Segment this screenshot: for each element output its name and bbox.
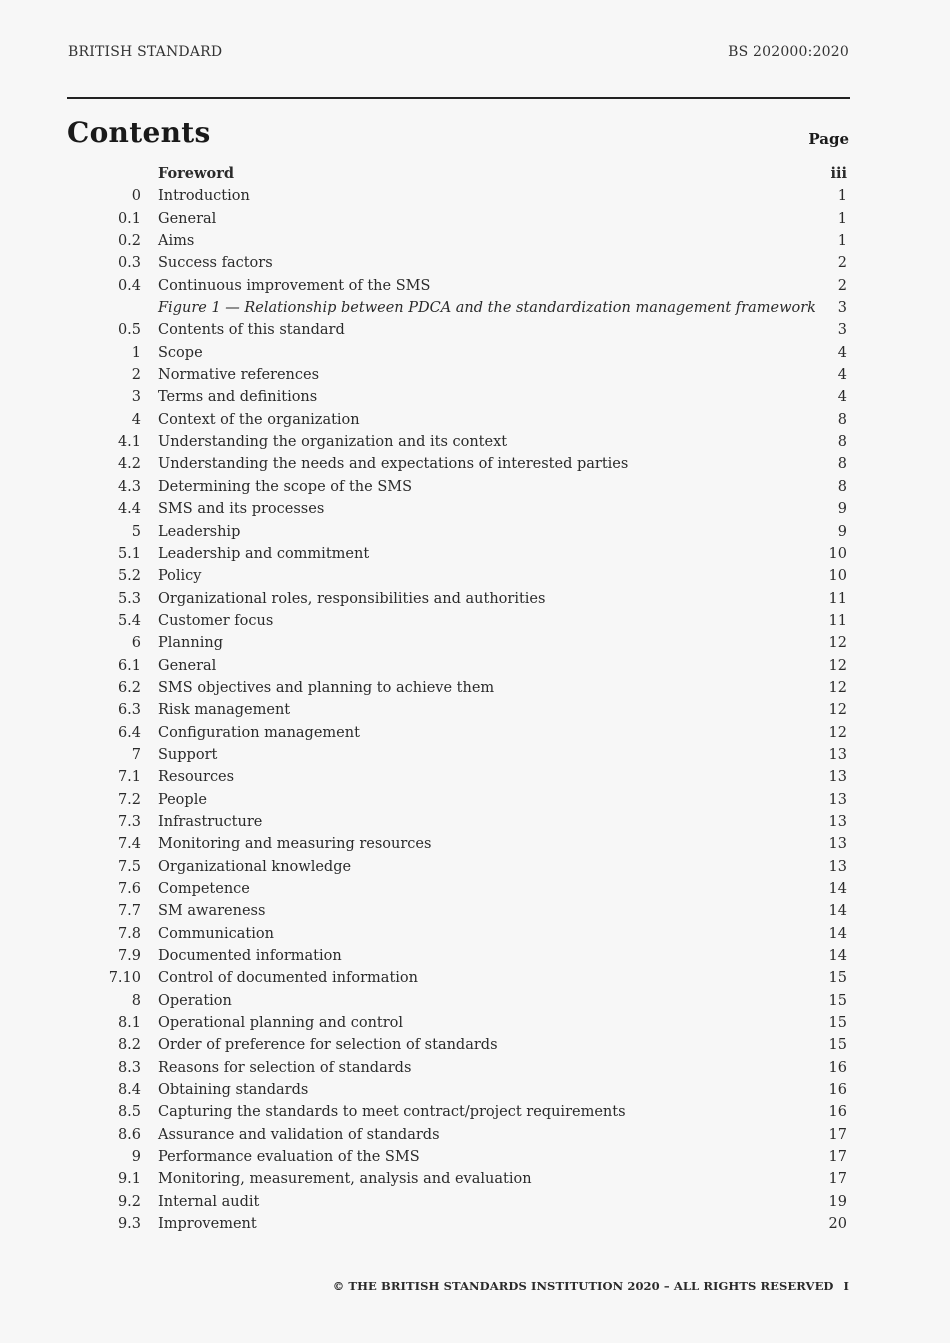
toc-entry-number: 7.3 [117, 813, 141, 830]
toc-entry-page: 4 [837, 367, 847, 384]
toc-entry-page: 16 [828, 1104, 847, 1121]
toc-entry-number: 0 [131, 188, 141, 205]
page-column-heading: Page [808, 130, 849, 148]
toc-entry-page: 1 [837, 188, 847, 205]
toc-entry-page: 17 [828, 1126, 847, 1143]
contents-heading: Contents [67, 116, 211, 149]
toc-entry-title: Understanding the needs and expectations of interested parties [158, 456, 629, 473]
toc-entry-title: Operation [158, 992, 232, 1009]
toc-entry[interactable] [0, 946, 950, 968]
toc-entry-number: 0.5 [117, 322, 141, 339]
toc-entry-number: 8.5 [117, 1104, 141, 1121]
toc-entry-number: 5.3 [117, 590, 141, 607]
toc-entry-page: 10 [828, 545, 847, 562]
toc-entry-page: 8 [837, 478, 847, 495]
toc-entry-number: 5 [131, 523, 141, 540]
toc-entry[interactable] [0, 522, 950, 544]
toc-entry-page: 4 [837, 344, 847, 361]
toc-entry-number: 8.2 [117, 1037, 141, 1054]
toc-entry-number: 4.3 [117, 478, 141, 495]
header-standard-number: BS 202000:2020 [728, 44, 849, 60]
toc-entry[interactable] [0, 633, 950, 655]
toc-entry-title: Understanding the organization and its context [158, 434, 508, 451]
toc-entry[interactable] [0, 700, 950, 722]
toc-entry-title: Aims [158, 233, 195, 250]
toc-entry-page: 8 [837, 411, 847, 428]
toc-entry-number: 4.2 [117, 456, 141, 473]
toc-entry-page: 14 [828, 903, 847, 920]
toc-entry[interactable] [0, 924, 950, 946]
toc-entry[interactable] [0, 477, 950, 499]
toc-entry-number: 7 [131, 746, 141, 763]
toc-entry-page: 2 [837, 255, 847, 272]
toc-entry-number: 8.1 [117, 1015, 141, 1032]
toc-entry[interactable] [0, 901, 950, 923]
header-standard-type: BRITISH STANDARD [68, 44, 223, 60]
toc-entry-number: 8.6 [117, 1126, 141, 1143]
toc-entry-title: Figure 1 — Relationship between PDCA and the standardization management framework [158, 300, 816, 317]
toc-entry-title: Competence [158, 881, 250, 897]
toc-entry-number: 7.7 [117, 903, 141, 920]
toc-entry-page: 10 [828, 568, 847, 585]
toc-entry[interactable] [0, 745, 950, 767]
toc-entry-page: 11 [828, 590, 847, 607]
toc-entry-page: 20 [828, 1216, 847, 1233]
toc-entry[interactable] [0, 387, 950, 409]
toc-entry-number: 0.3 [117, 255, 141, 272]
toc-entry[interactable] [0, 656, 950, 678]
toc-entry-page: 14 [828, 925, 847, 942]
toc-entry-title: Success factors [158, 255, 273, 272]
toc-entry-page: 9 [837, 501, 847, 518]
toc-entry[interactable] [0, 298, 950, 320]
toc-entry-number: 0.4 [117, 277, 141, 294]
toc-entry-title: People [158, 791, 207, 808]
toc-entry-title: Customer focus [158, 612, 274, 629]
toc-entry-number: 0.2 [117, 233, 141, 250]
toc-entry[interactable] [0, 343, 950, 365]
toc-entry-title: Terms and definitions [158, 389, 318, 406]
toc-entry[interactable] [0, 320, 950, 342]
toc-entry-page: iii [830, 165, 847, 182]
toc-entry[interactable] [0, 1192, 950, 1214]
toc-entry-title: Normative references [158, 367, 320, 384]
toc-entry-title: Resources [158, 769, 235, 786]
toc-entry-title: General [158, 210, 217, 227]
toc-entry-number: 6.2 [117, 679, 141, 696]
toc-entry-title: Communication [158, 925, 274, 942]
toc-entry[interactable] [0, 991, 950, 1013]
toc-entry-title: Documented information [158, 948, 342, 965]
toc-entry-number: 3 [131, 389, 141, 406]
toc-entry[interactable] [0, 544, 950, 566]
toc-entry-number: 4.4 [117, 501, 141, 518]
toc-entry-page: 12 [828, 679, 847, 696]
toc-entry[interactable] [0, 432, 950, 454]
toc-entry[interactable] [0, 678, 950, 700]
toc-entry-title: Operational planning and control [158, 1015, 404, 1032]
toc-entry-page: 17 [828, 1149, 847, 1166]
toc-entry-page: 3 [837, 300, 847, 317]
toc-entry-page: 13 [828, 836, 847, 853]
toc-entry-number: 7.5 [117, 858, 141, 875]
toc-entry-number: 6.4 [117, 724, 141, 741]
toc-entry-page: 13 [828, 813, 847, 830]
toc-entry-number: 7.8 [117, 925, 141, 942]
toc-entry[interactable] [0, 1080, 950, 1102]
toc-entry-number: 2 [131, 367, 141, 384]
toc-entry[interactable] [0, 186, 950, 208]
toc-entry[interactable] [0, 879, 950, 901]
toc-entry-title: Control of documented information [158, 970, 418, 987]
toc-entry-page: 11 [828, 612, 847, 629]
toc-entry-title: Monitoring and measuring resources [158, 836, 432, 853]
toc-entry-title: Improvement [158, 1216, 257, 1233]
toc-entry-number: 9 [131, 1149, 141, 1166]
toc-entry-number: 8 [131, 992, 141, 1009]
toc-entry[interactable] [0, 1035, 950, 1057]
toc-entry-page: 13 [828, 769, 847, 786]
toc-entry-page: 13 [828, 746, 847, 763]
toc-entry-number: 8.4 [117, 1082, 141, 1099]
toc-entry[interactable] [0, 1214, 950, 1236]
toc-entry[interactable] [0, 365, 950, 387]
toc-entry-title: Introduction [158, 188, 250, 205]
toc-entry-title: Scope [158, 344, 203, 361]
toc-entry-page: 15 [828, 992, 847, 1009]
toc-entry-number: 7.1 [117, 769, 141, 786]
toc-entry-number: 4.1 [117, 434, 141, 451]
toc-entry-number: 6 [131, 635, 141, 652]
footer-copyright: © THE BRITISH STANDARDS INSTITUTION 2020 – ALL RIGHTS RESERVED [332, 1279, 834, 1293]
toc-entry-number: 5.4 [117, 612, 141, 629]
toc-entry[interactable] [0, 1125, 950, 1147]
toc-entry[interactable] [0, 566, 950, 588]
toc-entry-page: 8 [837, 456, 847, 473]
toc-entry[interactable] [0, 611, 950, 633]
toc-entry-title: SMS objectives and planning to achieve them [158, 679, 495, 696]
toc-entry[interactable] [0, 589, 950, 611]
toc-entry-page: 3 [837, 322, 847, 339]
toc-entry[interactable] [0, 1102, 950, 1124]
toc-entry-number: 7.10 [108, 970, 141, 987]
toc-entry-title: General [158, 657, 217, 674]
toc-entry-page: 15 [828, 970, 847, 987]
toc-entry-title: Obtaining standards [158, 1082, 309, 1099]
toc-entry[interactable] [0, 834, 950, 856]
toc-entry-number: 4 [131, 411, 141, 428]
toc-entry-number: 6.1 [117, 657, 141, 674]
toc-entry-number: 7.6 [117, 881, 141, 897]
toc-entry[interactable] [0, 857, 950, 879]
toc-entry-title: Configuration management [158, 724, 360, 741]
toc-entry-title: Capturing the standards to meet contract/project requirements [158, 1104, 626, 1121]
toc-entry[interactable] [0, 253, 950, 275]
toc-entry[interactable] [0, 767, 950, 789]
toc-entry-page: 4 [837, 389, 847, 406]
toc-entry-number: 7.9 [117, 948, 141, 965]
toc-entry-title: Support [158, 746, 218, 763]
toc-entry[interactable] [0, 968, 950, 990]
toc-entry-title: Contents of this standard [158, 322, 345, 339]
toc-entry-title: Continuous improvement of the SMS [158, 277, 431, 294]
toc-entry-page: 12 [828, 724, 847, 741]
toc-entry-page: 9 [837, 523, 847, 540]
page-footer [333, 1279, 849, 1293]
toc-entry-number: 0.1 [117, 210, 141, 227]
toc-entry[interactable] [0, 276, 950, 298]
toc-entry-page: 16 [828, 1059, 847, 1076]
toc-entry[interactable] [0, 790, 950, 812]
toc-entry-title: Foreword [158, 165, 234, 182]
toc-entry-number: 9.1 [117, 1171, 141, 1188]
toc-entry-number: 7.2 [117, 791, 141, 808]
toc-entry[interactable] [0, 1013, 950, 1035]
toc-entry-number: 8.3 [117, 1059, 141, 1076]
toc-entry-page: 16 [828, 1082, 847, 1099]
toc-entry-title: Organizational knowledge [158, 858, 352, 875]
toc-entry-page: 17 [828, 1171, 847, 1188]
toc-entry-page: 15 [828, 1037, 847, 1054]
toc-entry-title: SMS and its processes [158, 501, 325, 518]
toc-entry[interactable] [0, 812, 950, 834]
toc-entry-title: Leadership [158, 523, 241, 540]
toc-entry-page: 12 [828, 635, 847, 652]
toc-entry-number: 5.2 [117, 568, 141, 585]
toc-entry[interactable] [0, 1147, 950, 1169]
toc-entry-number: 6.3 [117, 702, 141, 719]
toc-entry[interactable] [0, 410, 950, 432]
toc-entry[interactable] [0, 164, 950, 186]
toc-entry[interactable] [0, 1169, 950, 1191]
toc-entry-title: Planning [158, 635, 223, 652]
toc-entry-number: 9.3 [117, 1216, 141, 1233]
toc-entry-title: Determining the scope of the SMS [158, 478, 413, 495]
toc-entry-page: 1 [837, 210, 847, 227]
toc-entry[interactable] [0, 231, 950, 253]
toc-entry-title: Assurance and validation of standards [158, 1126, 440, 1143]
toc-entry-title: Policy [158, 568, 202, 585]
toc-entry-title: Order of preference for selection of standards [158, 1037, 498, 1054]
toc-entry-number: 5.1 [117, 545, 141, 562]
toc-entry-page: 19 [828, 1193, 847, 1210]
toc-entry-page: 12 [828, 657, 847, 674]
toc-entry-page: 15 [828, 1015, 847, 1032]
toc-entry-page: 8 [837, 434, 847, 451]
toc-entry[interactable] [0, 454, 950, 476]
toc-entry-number: 1 [131, 344, 141, 361]
toc-entry-number: 7.4 [117, 836, 141, 853]
toc-entry-page: 14 [828, 881, 847, 897]
toc-entry[interactable] [0, 1058, 950, 1080]
header-rule [67, 97, 850, 99]
toc-entry-title: Organizational roles, responsibilities and authorities [158, 590, 546, 607]
toc-entry-title: Monitoring, measurement, analysis and evaluation [158, 1171, 532, 1188]
toc-entry-title: SM awareness [158, 903, 266, 920]
toc-entry[interactable] [0, 209, 950, 231]
toc-entry-page: 13 [828, 791, 847, 808]
running-header [68, 44, 849, 64]
toc-entry[interactable] [0, 499, 950, 521]
footer-page-number: I [843, 1279, 849, 1293]
toc-entry-title: Context of the organization [158, 411, 360, 428]
toc-entry-page: 2 [837, 277, 847, 294]
toc-entry-title: Risk management [158, 702, 291, 719]
toc-entry-page: 13 [828, 858, 847, 875]
toc-entry-title: Performance evaluation of the SMS [158, 1149, 420, 1166]
table-of-contents [0, 164, 950, 1237]
toc-entry-title: Infrastructure [158, 813, 263, 830]
toc-entry-number: 9.2 [117, 1193, 141, 1210]
toc-entry-title: Internal audit [158, 1193, 260, 1210]
toc-entry-page: 1 [837, 233, 847, 250]
toc-entry[interactable] [0, 723, 950, 745]
toc-entry-page: 14 [828, 948, 847, 965]
toc-entry-title: Reasons for selection of standards [158, 1059, 412, 1076]
toc-entry-title: Leadership and commitment [158, 545, 370, 562]
toc-entry-page: 12 [828, 702, 847, 719]
